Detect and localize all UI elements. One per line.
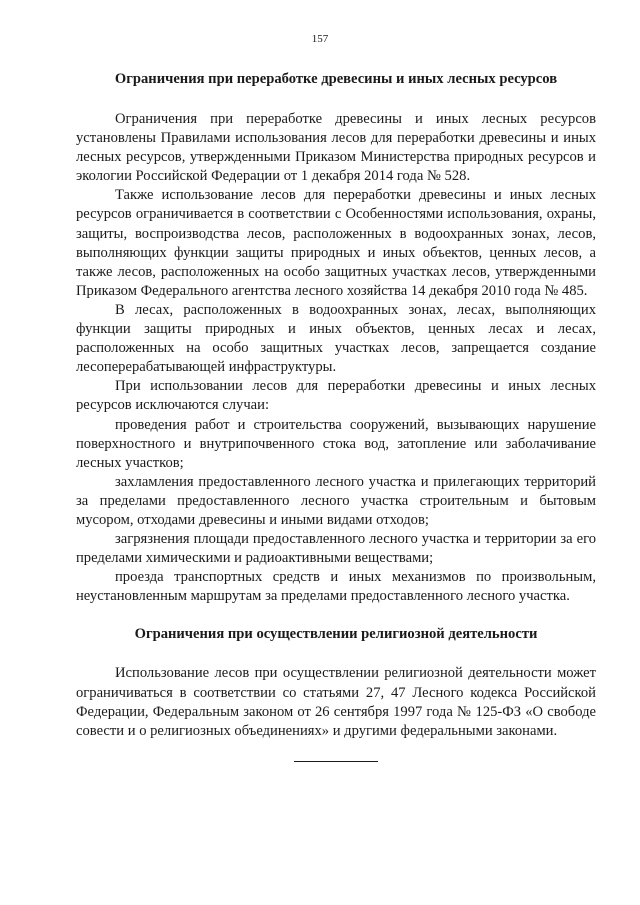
paragraph-prohibition: В лесах, расположенных в водоохранных зонах, лесах, выполняющих функции защиты природных и иных объектов, ценных лесах и лесах, расположенных на особо защитных участках лесов, запрещается создание лесоперерабатывающей инфраструктуры.	[76, 301, 596, 376]
paragraph-rules: Ограничения при переработке древесины и иных лесных ресурсов установлены Правилами использования лесов для переработки древесины и иных лесных ресурсов, утвержденными Приказом Министерства природных ресурсов и экологии Российской Федерации от 1 декабря 2014 года № 528.	[76, 111, 596, 185]
document-body	[76, 70, 596, 762]
section-title-wood-processing: Ограничения при переработке древесины и иных лесных ресурсов	[114, 71, 558, 87]
section-title-religious-activity: Ограничения при осуществлении религиозной деятельности	[134, 626, 538, 643]
paragraph-religious-use: Использование лесов при осуществлении религиозной деятельности может ограничиваться в соответствии со статьями 27, 47 Лесного кодекса Российской Федерации, Федеральным законом от 26 сентября 1997 года № 125-ФЗ «О свободе совести и о религиозных объединениях» и другими федеральными законами.	[76, 665, 596, 739]
closing-divider	[294, 761, 378, 762]
list-item-construction: проведения работ и строительства сооружений, вызывающих нарушение поверхностного и внутрипочвенного стока вод, затопление или заболачивание лесных участков;	[76, 416, 596, 471]
page-number: 157	[311, 33, 329, 45]
list-item-pollution: загрязнения площади предоставленного лесного участка и территории за его пределами химическими и радиоактивными веществами;	[76, 531, 596, 567]
paragraph-excluded-cases: При использовании лесов для переработки древесины и иных лесных ресурсов исключаются случаи:	[76, 378, 596, 414]
paragraph-features: Также использование лесов для переработки древесины и иных лесных ресурсов ограничивается в соответствии с Особенностями использования, охраны, защиты, воспроизводства лесов, расположенных в водоохранных зонах, лесов, выполняющих функции защиты природных и иных объектов, ценных лесов, а также лесов, расположенных на особо защитных участках лесов, утвержденными Приказом Федерального агентства лесного хозяйства 14 декабря 2010 года № 485.	[76, 187, 596, 299]
list-item-vehicles: проезда транспортных средств и иных механизмов по произвольным, неустановленным маршрутам за пределами предоставленного лесного участка.	[76, 569, 596, 605]
list-item-littering: захламления предоставленного лесного участка и прилегающих территорий за пределами предоставленного лесного участка строительным и бытовым мусором, отходами древесины и иными видами отходов;	[76, 473, 596, 528]
